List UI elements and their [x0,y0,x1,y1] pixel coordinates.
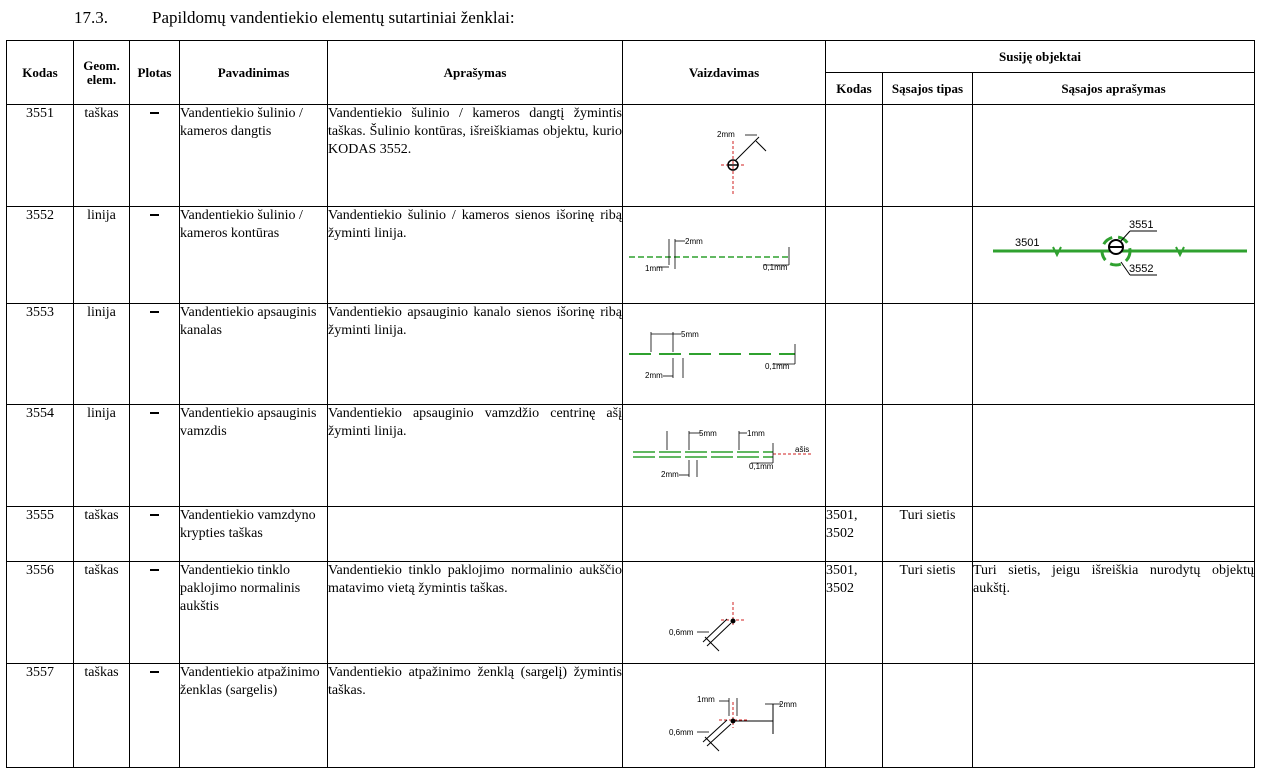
cell-aprasymas: Vandentiekio atpažinimo ženklą (sargelį) žymintis taškas. [328,664,623,768]
cell-aprasymas: Vandentiekio šulinio / kameros sienos išorinę ribą žyminti linija. [328,207,623,304]
dash-mark [150,569,159,571]
cell-sasajos-aprasymas [973,507,1255,562]
header-geom: Geom. elem. [74,41,130,105]
cell-aprasymas: Vandentiekio apsauginio vamzdžio centrinę ašį žyminti linija. [328,405,623,507]
section-title: Papildomų vandentiekio elementų sutartiniai ženklai: [152,8,515,27]
cell-plotas [130,207,180,304]
cell-sasajos-tipas [883,304,973,405]
table-row [7,304,1255,405]
cell-vaizdavimas [623,207,826,304]
dash-mark [150,214,159,216]
cell-kodas: 3551 [7,105,74,207]
cell-susije-kodas [826,304,883,405]
dim-label: 1mm [747,429,765,438]
cell-geom: taškas [74,562,130,664]
dash-mark [150,412,159,414]
cell-plotas [130,664,180,768]
dim-label: 0,6mm [669,628,694,637]
symbol-3556-icon [623,562,826,664]
dash-mark [150,671,159,673]
symbol-3553-icon [623,304,826,405]
cell-vaizdavimas [623,507,826,562]
cell-geom: linija [74,304,130,405]
dim-label: 2mm [685,237,703,246]
cell-kodas: 3557 [7,664,74,768]
cell-kodas: 3554 [7,405,74,507]
cell-aprasymas: Vandentiekio apsauginio kanalo sienos išorinę ribą žyminti linija. [328,304,623,405]
table-row [7,105,1255,207]
dim-label: 2mm [645,371,663,380]
cell-sasajos-tipas: Turi sietis [883,562,973,664]
symbol-3552-icon [623,207,826,304]
header-pavadinimas: Pavadinimas [180,41,328,105]
relation-label: 3501 [1015,237,1040,249]
header-aprasymas: Aprašymas [328,41,623,105]
cell-sasajos-aprasymas: Turi sietis, jeigu išreiškia nurodytų objektų aukštį. [973,562,1255,664]
dim-label: 5mm [699,429,717,438]
cell-geom: linija [74,207,130,304]
cell-pavadinimas: Vandentiekio šulinio / kameros kontūras [180,207,328,304]
cell-susije-kodas [826,664,883,768]
cell-sasajos-tipas [883,664,973,768]
cell-kodas: 3552 [7,207,74,304]
header-sasajos-tipas: Sąsajos tipas [883,73,973,105]
symbol-3554-icon [623,405,826,507]
cell-sasajos-aprasymas [973,664,1255,768]
cell-plotas [130,304,180,405]
cell-aprasymas [328,507,623,562]
cell-geom: taškas [74,507,130,562]
table-row [7,664,1255,768]
cell-aprasymas: Vandentiekio šulinio / kameros dangtį žymintis taškas. Šulinio kontūras, išreiškiamas objektu, kurio KODAS 3552. [328,105,623,207]
cell-pavadinimas: Vandentiekio tinklo paklojimo normalinis aukštis [180,562,328,664]
cell-vaizdavimas [623,405,826,507]
cell-geom: linija [74,405,130,507]
cell-aprasymas: Vandentiekio tinklo paklojimo normalinio aukščio matavimo vietą žymintis taškas. [328,562,623,664]
dash-mark [150,112,159,114]
cell-susije-kodas [826,405,883,507]
dim-label: 2mm [779,700,797,709]
table-row [7,507,1255,562]
cell-susije-kodas: 3501, 3502 [826,507,883,562]
cell-sasajos-tipas [883,405,973,507]
cell-vaizdavimas [623,105,826,207]
table-row [7,405,1255,507]
dim-label: 2mm [717,130,735,139]
section-heading [74,8,515,28]
relation-diagram-icon [973,207,1255,304]
cell-kodas: 3553 [7,304,74,405]
cell-pavadinimas: Vandentiekio apsauginis kanalas [180,304,328,405]
cell-pavadinimas: Vandentiekio apsauginis vamzdis [180,405,328,507]
cell-sasajos-tipas: Turi sietis [883,507,973,562]
relation-label: 3551 [1129,219,1154,231]
symbols-table [6,40,1255,768]
cell-geom: taškas [74,664,130,768]
cell-sasajos-tipas [883,105,973,207]
cell-susije-kodas [826,105,883,207]
table-row [7,562,1255,664]
relation-label: 3552 [1129,263,1154,275]
dash-mark [150,311,159,313]
cell-sasajos-tipas [883,207,973,304]
dim-label: 0,6mm [669,728,694,737]
symbol-3557-icon [623,664,826,768]
cell-plotas [130,562,180,664]
cell-vaizdavimas [623,304,826,405]
header-kodas: Kodas [7,41,74,105]
cell-kodas: 3556 [7,562,74,664]
header-sasajos-aprasymas: Sąsajos aprašymas [973,73,1255,105]
cell-susije-kodas [826,207,883,304]
cell-plotas [130,105,180,207]
dim-label: 0,1mm [763,263,788,272]
cell-sasajos-aprasymas [973,304,1255,405]
dim-label: 0,1mm [765,362,790,371]
header-plotas: Plotas [130,41,180,105]
cell-sasajos-aprasymas [973,207,1255,304]
section-number: 17.3. [74,8,108,27]
cell-pavadinimas: Vandentiekio atpažinimo ženklas (sargelis) [180,664,328,768]
dim-label: 1mm [697,695,715,704]
cell-kodas: 3555 [7,507,74,562]
cell-pavadinimas: Vandentiekio vamzdyno krypties taškas [180,507,328,562]
cell-sasajos-aprasymas [973,405,1255,507]
cell-sasajos-aprasymas [973,105,1255,207]
table-row [7,207,1255,304]
header-susije-objektai: Susiję objektai [826,41,1255,73]
dim-label: 1mm [645,264,663,273]
cell-geom: taškas [74,105,130,207]
dash-mark [150,514,159,516]
cell-plotas [130,507,180,562]
axis-label: ašis [795,445,810,454]
dim-label: 5mm [681,330,699,339]
header-vaizdavimas: Vaizdavimas [623,41,826,105]
cell-susije-kodas: 3501, 3502 [826,562,883,664]
dim-label: 2mm [661,470,679,479]
symbol-3551-icon [623,105,826,207]
header-sub-kodas: Kodas [826,73,883,105]
cell-vaizdavimas [623,664,826,768]
cell-vaizdavimas [623,562,826,664]
dim-label: 0,1mm [749,462,774,471]
cell-pavadinimas: Vandentiekio šulinio / kameros dangtis [180,105,328,207]
cell-plotas [130,405,180,507]
